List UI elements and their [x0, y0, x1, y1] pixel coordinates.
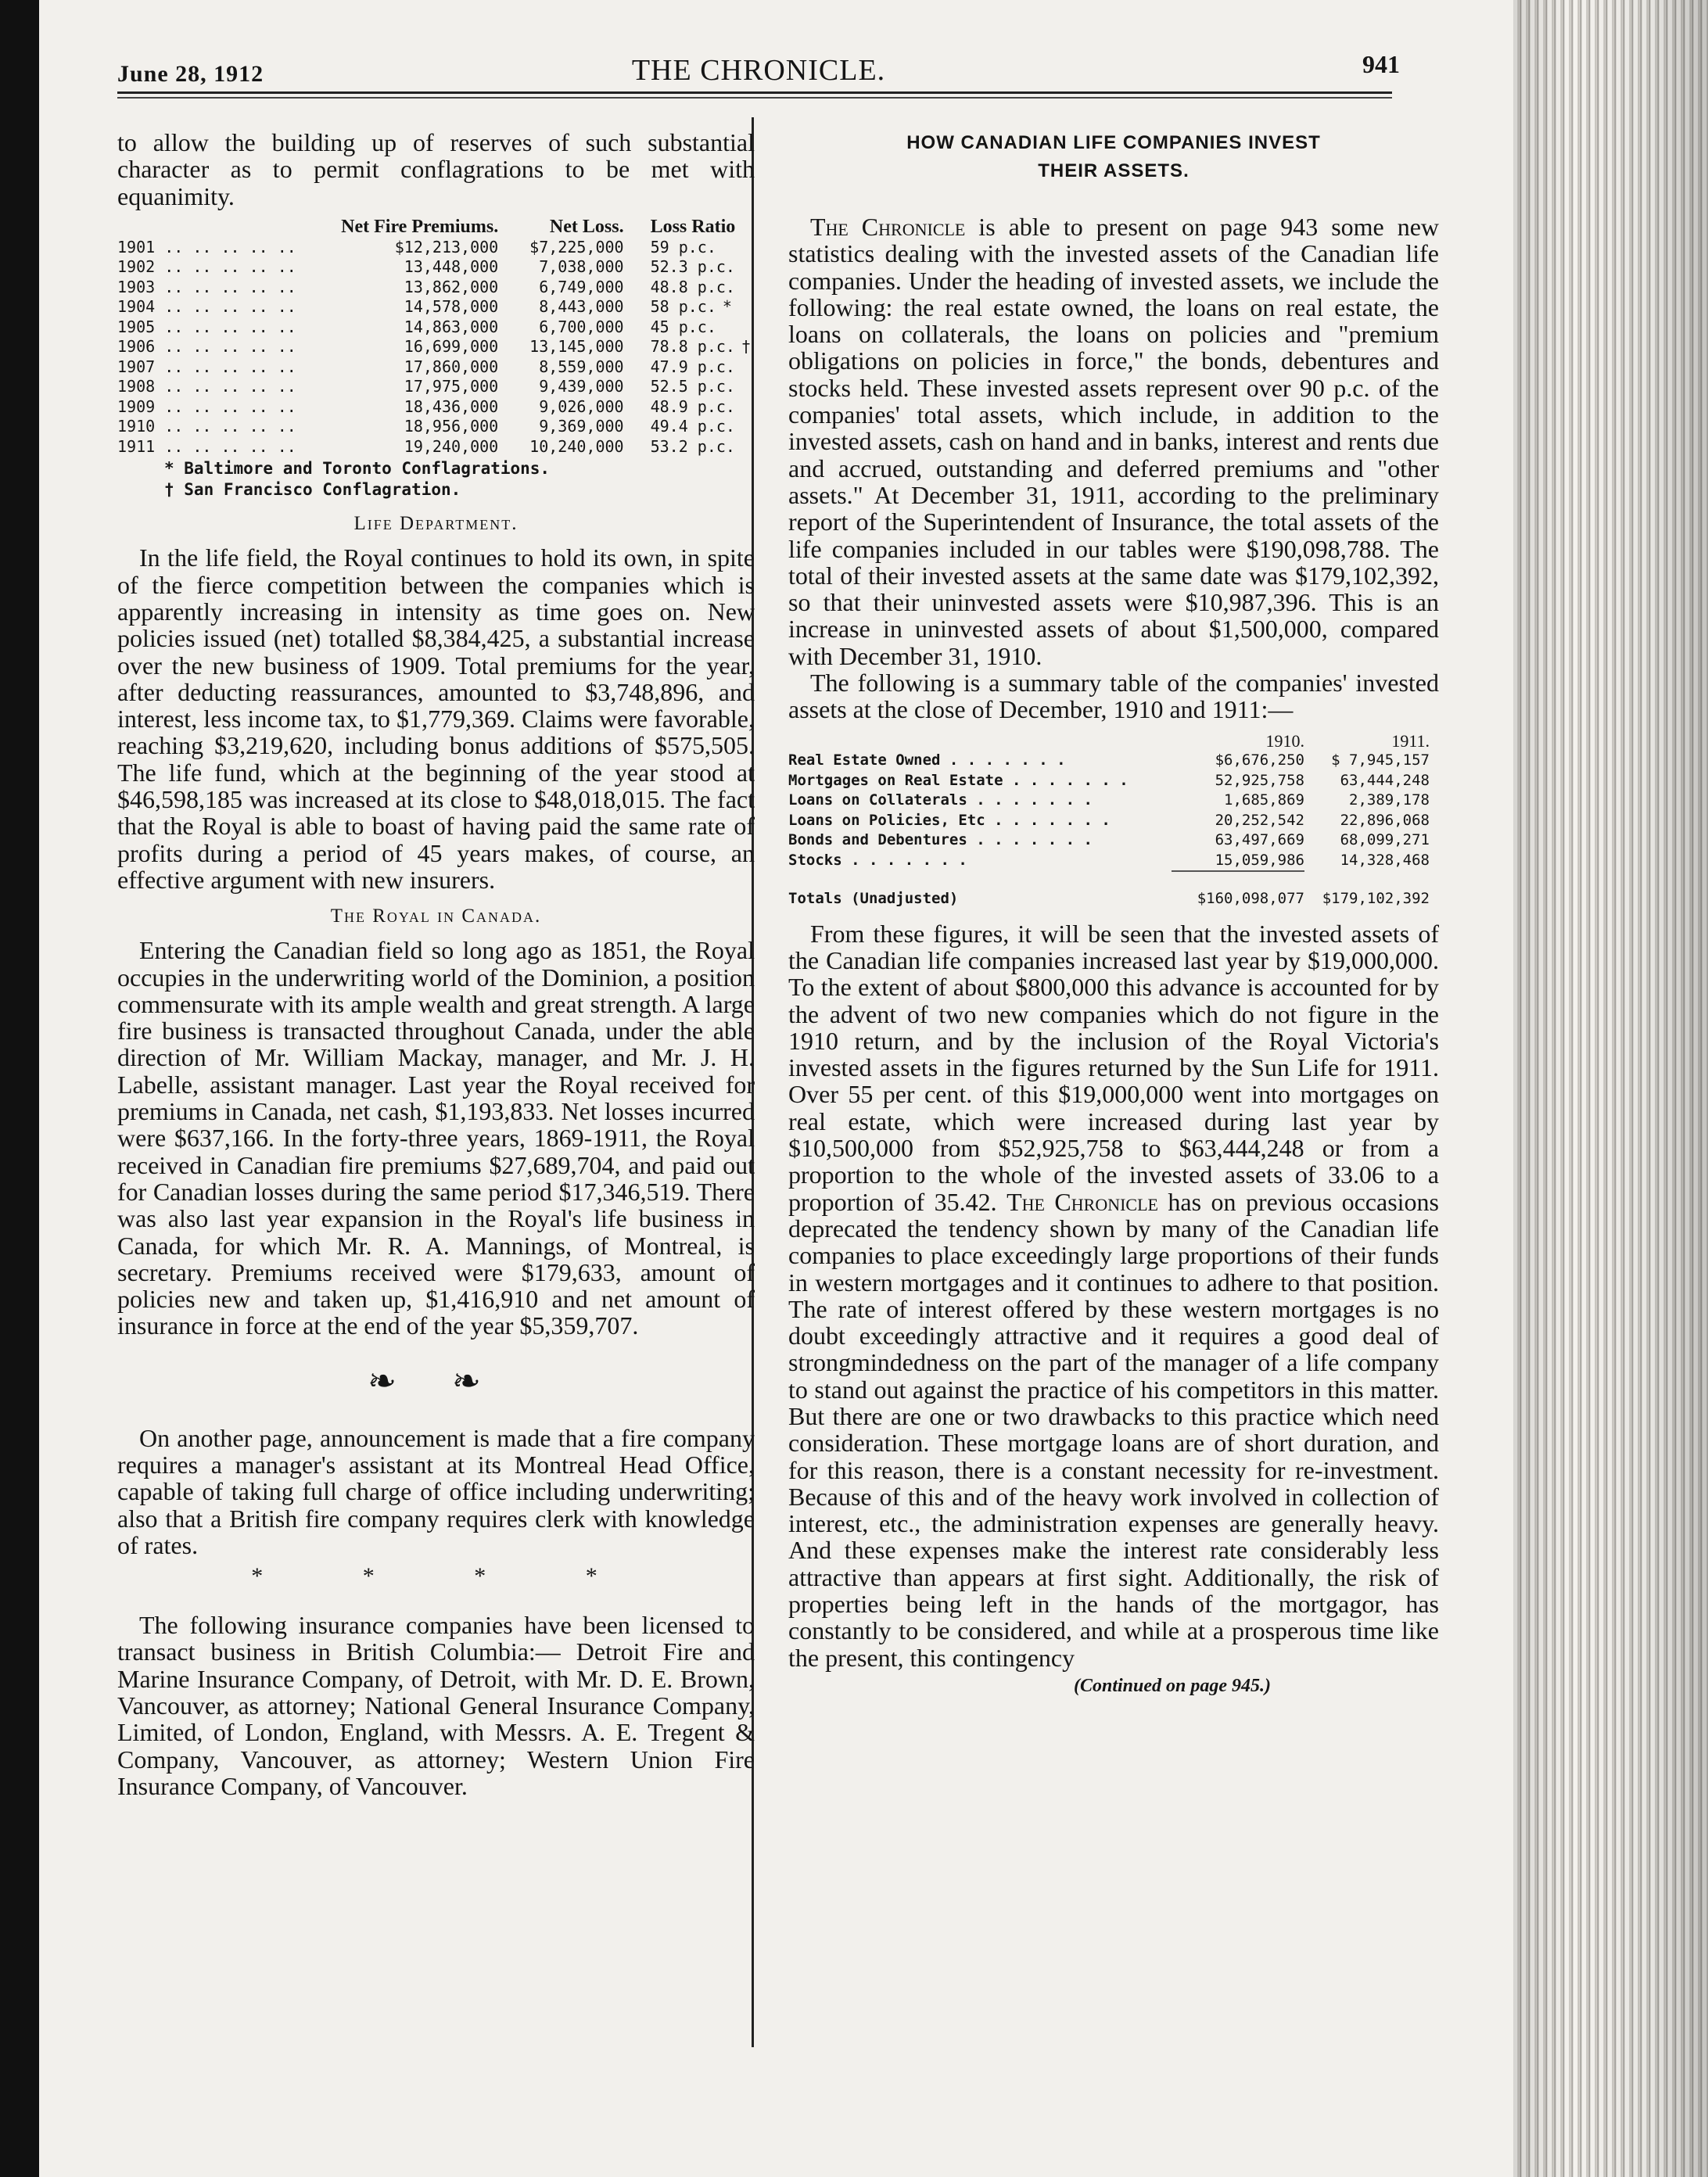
- totals-row: [788, 871, 1430, 909]
- loss-ratio-cell-text: 78.8 p.c.: [650, 337, 735, 357]
- right-column: [788, 129, 1439, 1697]
- loss-ratio-cell: [624, 297, 751, 317]
- headline-line-2: THEIR ASSETS.: [1038, 160, 1190, 181]
- life-department-heading: Life Department.: [353, 513, 518, 535]
- dot-leader: . . . . . . .: [967, 791, 1093, 809]
- value-1911-cell: [1304, 851, 1430, 872]
- loss-ratio-cell-text: 53.2 p.c.: [650, 436, 735, 456]
- chronicle-name: The Chronicle: [1006, 1187, 1158, 1216]
- total-1910-text: $160,098,077: [1197, 890, 1304, 908]
- dot-leader: .. .. .. .. ..: [155, 317, 296, 336]
- analysis-text-b: has on previous occasions deprecated the tendency shown by many of the Canadian life companies to place exceedingly large proportions of their funds in western mortgages and it continues to adhere to that position. The rate of interest offered by these western mortgages is no doubt exceedingly attractive and it requires a good deal of strongmindedness on the part of the manager of a life company to stand out against the practice of his competitors in this matter. But there are one or two drawbacks to this practice which need consideration. These mortgage loans are of short duration, and for this reason, there is a constant necessity for re-investment. Because of this and of the heavy work involved in collection of interest, etc., the administration expenses are generally heavy. And these expenses make the interest rate considerably less attractive than appears at first sight. Additionally, the risk of properties being left in the hands of the mortgagor, has constantly to be considered, and while at a prosperous time like the present, this contingency: [788, 1187, 1440, 1672]
- table-row: [117, 297, 751, 317]
- net-loss-cell: [498, 317, 623, 338]
- year-cell-text: 1911: [117, 436, 156, 456]
- year-cell: [117, 257, 341, 278]
- dot-leader: . . . . . . .: [1003, 771, 1128, 789]
- year-cell: [117, 238, 341, 258]
- table-row: [788, 771, 1430, 791]
- announcement-paragraph: On another page, announcement is made that a fire company requires a manager's assistant at its Montreal Head Office, capable of taking full charge of office including underwriting; also that a British fire company requires clerk with knowledge of rates.: [117, 1423, 755, 1559]
- net-loss-cell-text: 7,038,000: [539, 257, 624, 277]
- asset-label-cell: [788, 851, 1172, 872]
- table-row: [117, 337, 751, 357]
- net-loss-cell: [498, 397, 623, 418]
- table-row: [117, 377, 751, 397]
- table-row: [788, 751, 1430, 771]
- total-1911-text: $179,102,392: [1322, 889, 1430, 907]
- value-1910-cell-text: 63,497,669: [1215, 831, 1304, 849]
- value-1911-cell: [1304, 751, 1430, 771]
- year-cell: [117, 437, 341, 457]
- premiums-cell: [341, 417, 498, 437]
- value-1911-cell-text: 22,896,068: [1340, 811, 1430, 829]
- col-1910: 1910.: [1265, 730, 1304, 751]
- net-loss-cell: [498, 297, 623, 317]
- dot-leader: . . . . . . .: [841, 851, 967, 869]
- premiums-cell: [341, 317, 498, 338]
- net-loss-cell-text: 9,026,000: [539, 396, 624, 416]
- premiums-cell-text: $12,213,000: [394, 237, 499, 256]
- invested-assets-table: [788, 731, 1430, 909]
- table-row: [117, 317, 751, 338]
- table-row: [788, 851, 1430, 872]
- value-1911-cell-text: 14,328,468: [1340, 851, 1430, 869]
- loss-ratio-cell: [624, 397, 751, 418]
- section-stars: * * * *: [251, 1563, 644, 1590]
- loss-ratio-cell: [624, 317, 751, 338]
- loss-ratio-cell: [624, 437, 751, 457]
- table-row: [117, 278, 751, 298]
- loss-ratio-cell: [624, 238, 751, 258]
- net-loss-cell-text: 10,240,000: [529, 436, 624, 456]
- loss-ratio-cell-text: 45 p.c.: [650, 317, 716, 336]
- premiums-cell-text: 17,975,000: [404, 377, 499, 396]
- table-row: [117, 437, 751, 457]
- value-1910-cell: [1172, 830, 1304, 851]
- year-cell-text: 1907: [117, 357, 156, 376]
- net-loss-cell-text: 8,443,000: [539, 297, 624, 317]
- header-rule: [117, 91, 1392, 94]
- value-1911-cell: [1304, 771, 1430, 791]
- dot-leader: .. .. .. .. ..: [155, 337, 296, 357]
- premiums-cell-text: 13,448,000: [404, 257, 499, 277]
- value-1910-cell-text: 15,059,986: [1215, 851, 1304, 869]
- loss-ratio-cell: [624, 278, 751, 298]
- table-row: [117, 257, 751, 278]
- dot-leader: .. .. .. .. ..: [155, 377, 296, 396]
- net-loss-cell: [498, 337, 623, 357]
- col-net-loss: Net Loss.: [549, 216, 624, 237]
- dot-leader: .. .. .. .. ..: [155, 237, 296, 256]
- value-1910-cell: [1172, 791, 1304, 811]
- value-1910-cell: [1172, 751, 1304, 771]
- asset-label-cell-text: Loans on Collaterals: [788, 791, 967, 809]
- dot-leader: .. .. .. .. ..: [155, 297, 296, 317]
- intro-paragraph: to allow the building up of reserves of such substantial character as to permit conflagrations to be met with equanimity.: [117, 128, 755, 210]
- asset-label-cell: [788, 771, 1172, 791]
- value-1910-cell-text: 1,685,869: [1224, 791, 1304, 809]
- loss-ratio-cell: [624, 357, 751, 378]
- footnote-mark: *: [722, 297, 732, 317]
- net-loss-cell: [498, 377, 623, 397]
- net-loss-cell-text: 9,439,000: [539, 377, 624, 396]
- asset-label-cell: [788, 751, 1172, 771]
- book-page-edges: [1513, 0, 1708, 2177]
- col-1911: 1911.: [1391, 730, 1430, 751]
- premiums-cell: [341, 278, 498, 298]
- year-cell: [117, 317, 341, 338]
- table-row: [117, 417, 751, 437]
- loss-ratio-cell-text: 47.9 p.c.: [650, 357, 735, 376]
- table-row: [788, 830, 1430, 851]
- net-loss-cell-text: 9,369,000: [539, 417, 624, 436]
- net-loss-cell: [498, 257, 623, 278]
- fire-premiums-table: [117, 216, 751, 457]
- assets-intro-text: is able to present on page 943 some new statistics dealing with the invested assets of the Canadian life companies. Under the heading of invested assets, we include the following: the real estate owned, the loans on real estate, the loans on collaterals, the loans on policies and "premium obligations on policies in force," the bonds, debentures and stocks held. These invested assets represent over 90 p.c. of the companies' total assets, which include, in addition to the invested assets, cash on hand and in banks, interest and rents due and accrued, outstanding and deferred premiums and "other assets." At December 31, 1911, according to the preliminary report of the Superintendent of Insurance, the total assets of the life companies included in our tables were $190,098,788. The total of their invested assets at the same date was $179,102,392, so that their uninvested assets were $10,987,396. This is an increase in uninvested assets of about $1,500,000, compared with December 31, 1910.: [788, 213, 1440, 670]
- summary-table-intro: The following is a summary table of the companies' invested assets at the close of December, 1910 and 1911:—: [788, 669, 1439, 724]
- dot-leader: .. .. .. .. ..: [155, 277, 296, 296]
- table-row: [117, 238, 751, 258]
- asset-label-cell: [788, 811, 1172, 831]
- loss-ratio-cell-text: 49.4 p.c.: [650, 417, 735, 436]
- fire-table-body: [117, 238, 751, 457]
- asset-label-cell-text: Mortgages on Real Estate: [788, 771, 1003, 789]
- dot-leader: . . . . . . .: [940, 751, 1066, 769]
- table-row: [788, 811, 1430, 831]
- asset-label-cell-text: Real Estate Owned: [788, 751, 941, 769]
- net-loss-cell: [498, 357, 623, 378]
- value-1911-cell-text: 68,099,271: [1340, 831, 1430, 849]
- dot-leader: . . . . . . .: [967, 831, 1093, 849]
- premiums-cell: [341, 437, 498, 457]
- asset-label-cell-text: Bonds and Debentures: [788, 831, 967, 849]
- premiums-cell: [341, 337, 498, 357]
- article-headline: [788, 129, 1439, 185]
- invested-assets-body: [788, 731, 1430, 909]
- loss-ratio-cell-text: 58 p.c.: [650, 297, 716, 317]
- premiums-cell: [341, 377, 498, 397]
- premiums-cell-text: 17,860,000: [404, 357, 499, 376]
- loss-ratio-cell-text: 52.5 p.c.: [650, 377, 735, 396]
- col-loss-ratio: Loss Ratio: [650, 216, 736, 237]
- value-1911-cell: [1304, 830, 1430, 851]
- totals-label-text: Totals (Unadjusted): [788, 889, 959, 907]
- premiums-cell: [341, 257, 498, 278]
- asset-label-cell: [788, 830, 1172, 851]
- assets-intro-paragraph: [788, 213, 1439, 669]
- value-1910-cell-text: 20,252,542: [1215, 811, 1304, 829]
- asset-label-cell-text: Loans on Policies, Etc: [788, 811, 985, 829]
- year-cell: [117, 278, 341, 298]
- publication-title: THE CHRONICLE.: [631, 54, 886, 87]
- net-loss-cell-text: 6,749,000: [539, 277, 624, 296]
- header-rule-thin: [117, 97, 1392, 99]
- loss-ratio-cell-text: 48.8 p.c.: [650, 277, 735, 296]
- year-cell: [117, 297, 341, 317]
- year-cell-text: 1902: [117, 257, 156, 277]
- headline-line-1: HOW CANADIAN LIFE COMPANIES INVEST: [906, 132, 1321, 153]
- premiums-cell-text: 14,578,000: [404, 297, 499, 317]
- premiums-cell: [341, 297, 498, 317]
- loss-ratio-cell: [624, 417, 751, 437]
- premiums-cell-text: 13,862,000: [404, 277, 499, 296]
- year-cell-text: 1903: [117, 277, 156, 296]
- loss-ratio-cell: [624, 377, 751, 397]
- licensed-companies-paragraph: The following insurance companies have been licensed to transact business in British Columbia:— Detroit Fire and Marine Insurance Company, of Detroit, with Mr. D. E. Brown, Vancouver, as attorney; National General Insurance Company, Limited, of London, England, with Messrs. A. E. Tregent & Company, Vancouver, as attorney; Western Union Fire Insurance Company, of Vancouver.: [117, 1611, 755, 1800]
- year-cell: [117, 337, 341, 357]
- page-number: 941: [1362, 50, 1400, 78]
- dot-leader: .. .. .. .. ..: [155, 417, 296, 436]
- year-cell: [117, 397, 341, 418]
- net-loss-cell-text: 8,559,000: [539, 357, 624, 376]
- asset-label-cell-text: Stocks: [788, 851, 842, 869]
- premiums-cell: [341, 397, 498, 418]
- year-cell: [117, 357, 341, 378]
- year-cell-text: 1904: [117, 297, 156, 317]
- year-cell-text: 1905: [117, 317, 156, 336]
- year-cell: [117, 417, 341, 437]
- loss-ratio-cell: [624, 337, 751, 357]
- dot-leader: .. .. .. .. ..: [155, 396, 296, 416]
- analysis-paragraph: [788, 920, 1439, 1671]
- loss-ratio-cell-text: 52.3 p.c.: [650, 257, 735, 277]
- net-loss-cell: [498, 417, 623, 437]
- year-cell-text: 1901: [117, 237, 156, 256]
- premiums-cell-text: 18,956,000: [404, 417, 499, 436]
- dot-leader: .. .. .. .. ..: [155, 357, 296, 376]
- royal-in-canada-heading: The Royal in Canada.: [330, 906, 542, 927]
- table-header-row: [788, 731, 1430, 751]
- value-1911-cell: [1304, 791, 1430, 811]
- premiums-cell-text: 16,699,000: [404, 337, 499, 357]
- dot-leader: .. .. .. .. ..: [155, 257, 296, 277]
- loss-ratio-cell: [624, 257, 751, 278]
- value-1911-cell-text: $ 7,945,157: [1331, 751, 1430, 769]
- dot-leader: .. .. .. .. ..: [155, 436, 296, 456]
- royal-in-canada-paragraph: Entering the Canadian field so long ago as 1851, the Royal occupies in the underwriting world of the Dominion, a position commensurate with its ample wealth and great strength. A large fire business is transacted throughout Canada, under the able direction of Mr. William Mackay, manager, and Mr. J. H. Labelle, assistant manager. Last year the Royal received for premiums in Canada, net cash, $1,193,833. Net losses incurred were $637,166. In the forty-three years, 1869-1911, the Royal received in Canadian fire premiums $27,689,704, and paid out for Canadian losses during the same period $17,346,519. There was also last year expansion in the Royal's life business in Canada, for which Mr. R. A. Mannings, of Montreal, is secretary. Premiums received were $179,633, amount of policies new and taken up, $1,416,910 and net amount of insurance in force at the end of the year $5,359,707.: [117, 936, 755, 1340]
- totals-label: [788, 871, 1172, 909]
- value-1911-cell-text: 63,444,248: [1340, 771, 1430, 789]
- value-1910-cell-text: 52,925,758: [1215, 771, 1304, 789]
- loss-ratio-cell-text: 59 p.c.: [650, 237, 716, 256]
- dot-leader: . . . . . . .: [985, 811, 1111, 829]
- asset-label-cell: [788, 791, 1172, 811]
- total-1910: [1172, 871, 1304, 909]
- year-cell: [117, 377, 341, 397]
- value-1911-cell-text: 2,389,178: [1349, 791, 1430, 809]
- issue-date: June 28, 1912: [117, 61, 264, 87]
- footnote-baltimore: * Baltimore and Toronto Conflagrations.: [164, 459, 551, 479]
- premiums-cell-text: 18,436,000: [404, 396, 499, 416]
- net-loss-cell-text: 13,145,000: [529, 337, 624, 357]
- premiums-cell-text: 19,240,000: [404, 436, 499, 456]
- value-1910-cell: [1172, 811, 1304, 831]
- net-loss-cell-text: $7,225,000: [529, 237, 624, 256]
- value-1910-cell: [1172, 771, 1304, 791]
- life-department-paragraph: In the life field, the Royal continues to hold its own, in spite of the fierce competition between the companies which is apparently increasing in intensity as time goes on. New policies issued (net) totalled $8,384,425, a substantial increase over the new business of 1909. Total premiums for the year, after deducting reassurances, amounted to $3,748,896, and interest, less income tax, to $1,779,369. Claims were favorable, reaching $3,219,620, including bonus additions of $575,505. The life fund, which at the beginning of the year stood at $46,598,185 was increased at its close to $48,018,015. The fact that the Royal is able to boast of having paid the same rate of profits during a period of 45 years makes, of course, an effective argument with new insurers.: [117, 543, 755, 894]
- table-header-row: [117, 216, 751, 238]
- net-loss-cell-text: 6,700,000: [539, 317, 624, 336]
- year-cell-text: 1908: [117, 377, 156, 396]
- premiums-cell: [341, 238, 498, 258]
- value-1910-cell: [1172, 851, 1304, 872]
- table-row: [117, 357, 751, 378]
- premiums-cell-text: 14,863,000: [404, 317, 499, 336]
- table-row: [117, 397, 751, 418]
- loss-ratio-cell-text: 48.9 p.c.: [650, 396, 735, 416]
- net-loss-cell: [498, 238, 623, 258]
- footnote-san-francisco: † San Francisco Conflagration.: [164, 480, 461, 500]
- chronicle-name: The Chronicle: [810, 213, 966, 241]
- year-cell-text: 1909: [117, 396, 156, 416]
- total-1911: [1304, 871, 1430, 909]
- left-column: [117, 129, 755, 1799]
- analysis-text-a: From these figures, it will be seen that the invested assets of the Canadian life companies increased last year by $19,000,000. To the extent of about $800,000 this advance is accounted for by the advent of two new companies which do not figure in the 1910 return, and by the inclusion of the Royal Victoria's invested assets in the figures returned by the Sun Life for 1911. Over 55 per cent. of this $19,000,000 went into mortgages on real estate, which were increased during last year by $10,500,000 from $52,925,758 to $63,444,248 or from a proportion to the whole of the invested assets of 33.06 to a proportion of 35.42.: [788, 919, 1439, 1216]
- value-1910-cell-text: $6,676,250: [1215, 751, 1304, 769]
- page-header: [117, 45, 1400, 92]
- table-row: [788, 791, 1430, 811]
- year-cell-text: 1910: [117, 417, 156, 436]
- fleuron-ornament: ❧ ❧: [368, 1361, 504, 1401]
- continued-note: (Continued on page 945.): [1073, 1675, 1272, 1696]
- net-loss-cell: [498, 437, 623, 457]
- footnote-mark: †: [741, 337, 751, 357]
- net-loss-cell: [498, 278, 623, 298]
- year-cell-text: 1906: [117, 337, 156, 357]
- value-1911-cell: [1304, 811, 1430, 831]
- premiums-cell: [341, 357, 498, 378]
- col-net-fire-premiums: Net Fire Premiums.: [341, 216, 499, 237]
